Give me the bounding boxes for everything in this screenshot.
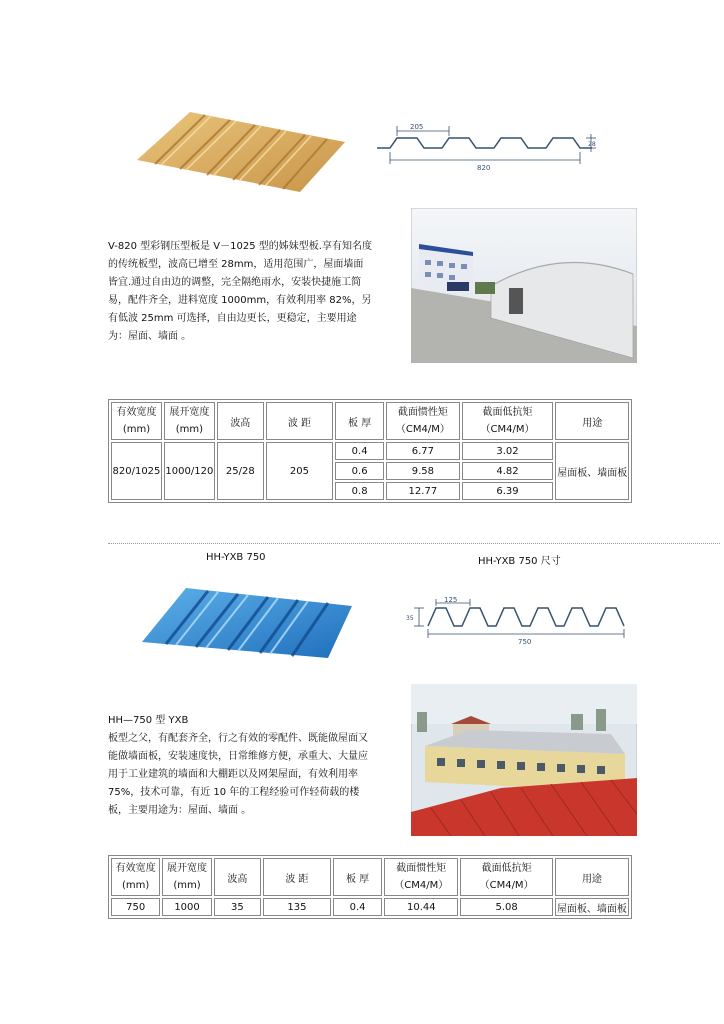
cell-resist: 5.08 [460,898,553,916]
header-eff-width: 有效宽度 (mm) [111,858,160,896]
header-resist: 截面低抗矩 （CM4/M） [460,858,553,896]
v820-desc-line: 皆宜.通过自由边的调整，完全隔绝雨水，安装快捷施工简 [108,277,362,288]
header-thickness: 板 厚 [335,402,384,440]
cell-pitch: 135 [263,898,331,916]
factory-photo [411,684,637,836]
cell-resist: 4.82 [462,462,554,480]
header-resist: 截面低抗矩 （CM4/M） [462,402,554,440]
cell-thickness: 0.4 [335,442,384,460]
cell-exp-width: 1000/120 [164,442,215,500]
v820-dim-width: 820 [477,164,491,172]
header-wave-height: 波高 [214,858,261,896]
v820-dim-pitch: 205 [410,123,424,131]
cell-usage: 屋面板、墙面板 [555,898,629,916]
v820-desc-line: 为：屋面、墙面 。 [108,331,192,342]
header-eff-width: 有效宽度 (mm) [111,402,162,440]
header-pitch: 波 距 [263,858,331,896]
header-inertia: 截面惯性矩 （CM4/M） [386,402,459,440]
cell-pitch: 205 [266,442,333,500]
yxb750-dim-height: 35 [406,615,414,622]
cell-wave-height: 35 [214,898,261,916]
yxb750-profile-diagram [406,596,636,646]
cell-exp-width: 1000 [162,898,211,916]
yxb750-desc-line: 板型之父，有配套齐全，行之有效的零配件、既能做屋面又 [108,733,368,744]
yxb750-desc-line: 用于工业建筑的墙面和大棚距以及网架屋面，有效利用率 [108,769,358,780]
cell-thickness: 0.6 [335,462,384,480]
cell-thickness: 0.8 [335,482,384,500]
v820-desc-line: 的传统板型，波高已增至 28mm，适用范围广，屋面墙面 [108,259,364,270]
yxb750-desc-line: 能做墙面板，安装速度快，日常维修方便，承重大、大量应 [108,751,368,762]
cell-inertia: 9.58 [386,462,459,480]
v820-dim-height: 28 [588,141,596,148]
warehouse-photo [411,208,637,363]
table-row [111,898,629,916]
yxb750-desc-line: 板，主要用途为：屋面、墙面 。 [108,805,252,816]
cell-usage: 屋面板、墙面板 [555,442,629,500]
header-usage: 用途 [555,858,629,896]
cell-inertia: 12.77 [386,482,459,500]
section-divider [108,543,720,544]
cell-thickness: 0.4 [333,898,382,916]
header-usage: 用途 [555,402,629,440]
v820-desc-line: V-820 型彩钢压型板是 V－1025 型的姊妹型板.享有知名度 [108,241,372,252]
header-pitch: 波 距 [266,402,333,440]
cell-wave-height: 25/28 [217,442,264,500]
yxb750-size-caption: HH-YXB 750 尺寸 [478,556,561,567]
cell-inertia: 10.44 [384,898,458,916]
header-exp-width: 展开宽度 (mm) [164,402,215,440]
table-row [111,442,629,460]
yxb750-description [108,712,368,820]
header-thickness: 板 厚 [333,858,382,896]
blue-sheet-image [138,584,354,664]
yxb750-dim-width: 750 [518,638,532,646]
yxb750-desc-line: HH—750 型 YXB [108,715,189,726]
v820-spec-table [108,399,632,503]
header-exp-width: 展开宽度 (mm) [162,858,211,896]
yxb750-spec-table [108,855,632,919]
cell-resist: 6.39 [462,482,554,500]
v820-desc-line: 有低波 25mm 可选择，自由边更长，更稳定，主要用途 [108,313,357,324]
v820-description [108,238,372,346]
header-wave-height: 波高 [217,402,264,440]
cell-resist: 3.02 [462,442,554,460]
yxb750-caption: HH-YXB 750 [206,552,266,563]
yxb750-desc-line: 75%，技术可靠，有近 10 年的工程经验可作轻荷载的楼 [108,787,360,798]
cell-eff-width: 750 [111,898,160,916]
cell-inertia: 6.77 [386,442,459,460]
cell-eff-width: 820/1025 [111,442,162,500]
header-inertia: 截面惯性矩 （CM4/M） [384,858,458,896]
v820-desc-line: 易，配件齐全，进料宽度 1000mm，有效利用率 82%，另 [108,295,372,306]
v820-profile-diagram [372,120,602,180]
yxb750-dim-pitch: 125 [444,596,458,604]
gold-sheet-image [135,108,355,194]
